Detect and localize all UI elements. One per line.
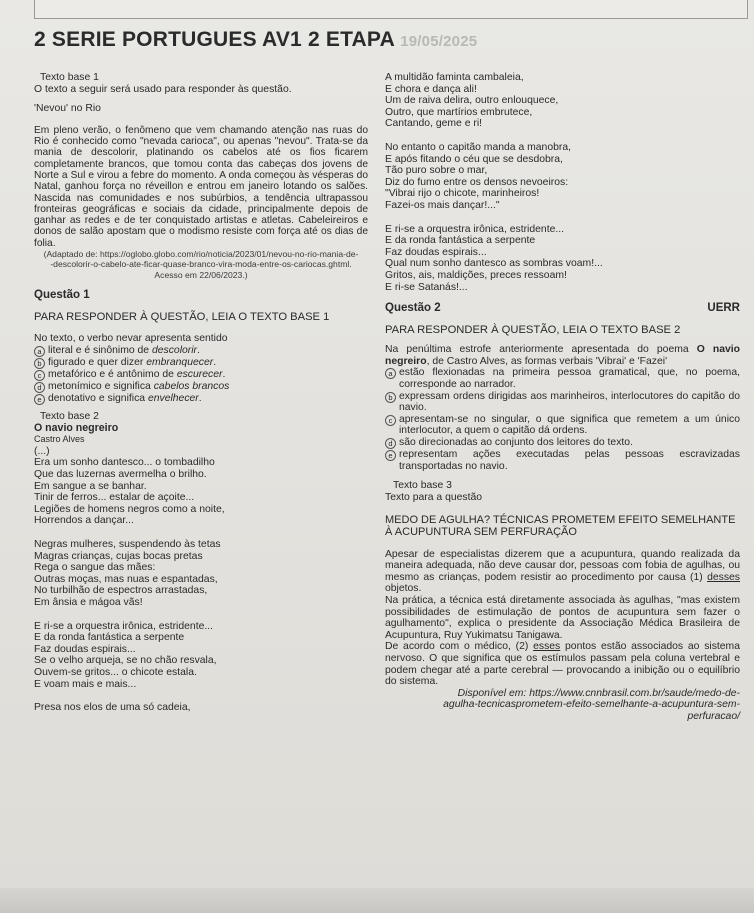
poem-line: Legiões de homens negros como a noite, bbox=[34, 503, 225, 515]
base2-title: O navio negreiro bbox=[34, 421, 119, 434]
poem-line: Outras moças, mas nuas e espantadas, bbox=[34, 573, 218, 585]
poem-stanza bbox=[34, 702, 368, 714]
q1-label: Questão 1 bbox=[34, 289, 90, 302]
base3-p1: Apesar de especialistas dizerem que a acupuntura, quando realizada da maneira adequada, não deve causar dor, pessoas com fobia de agulhas, ou mesmo as crianças, podem resistir ao procedimento por causa (1) desses objetos. bbox=[385, 548, 740, 595]
option-text: representam ações executadas pelas pessoas escravizadas transportadas no navio. bbox=[399, 449, 740, 472]
q2-instruction: PARA RESPONDER À QUESTÃO, LEIA O TEXTO BASE 2 bbox=[385, 323, 681, 336]
poem-stanza bbox=[385, 142, 740, 212]
option-letter: c bbox=[385, 415, 396, 426]
poem-line: Presa nos elos de uma só cadeia, bbox=[34, 702, 191, 714]
bottom-edge bbox=[0, 888, 754, 913]
option-letter: d bbox=[385, 438, 396, 449]
q1-options bbox=[34, 345, 368, 405]
exam-date: 19/05/2025 bbox=[400, 33, 478, 50]
poem-line: Faz doudas espirais... bbox=[34, 643, 136, 655]
option-letter: a bbox=[385, 368, 396, 379]
base1-title: 'Nevou' no Rio bbox=[34, 103, 101, 115]
q2-option bbox=[385, 391, 740, 414]
right-poem bbox=[385, 72, 740, 293]
q1-instruction: PARA RESPONDER À QUESTÃO, LEIA O TEXTO BASE 1 bbox=[34, 310, 330, 323]
q2-option bbox=[385, 437, 740, 449]
header-box bbox=[34, 0, 748, 19]
poem-line: A multidão faminta cambaleia, bbox=[385, 72, 524, 83]
poem-line: Magras crianças, cujas bocas pretas bbox=[34, 550, 203, 562]
poem-line: Diz do fumo entre os densos nevoeiros: bbox=[385, 176, 569, 188]
option-text: expressam ordens dirigidas aos marinheiros, interlocutores do capitão do navio. bbox=[399, 390, 740, 414]
option-text: estão flexionadas na primeira pessoa gramatical, que, no poema, corresponde ao narrador. bbox=[399, 367, 740, 391]
option-letter: e bbox=[34, 394, 45, 405]
base2-label: Texto base 2 bbox=[40, 411, 99, 423]
base1-source: (Adaptado de: https://oglobo.globo.com/rio/noticia/2023/01/nevou-no-rio-mania-de- -descolorir-o-cabelo-ate-ficar-quase-branco-vira-moda-entre-os-cariocas.ghtml. Acesso em 22/06/2023.) bbox=[43, 249, 359, 280]
option-letter: e bbox=[385, 450, 396, 461]
q2-stem: Na penúltima estrofe anteriormente apresentada do poema O navio negreiro, de Castro Alves, as formas verbais 'Vibrai' e 'Fazei' bbox=[385, 344, 740, 367]
q2-tag: UERR bbox=[707, 302, 740, 315]
title-text: 2 SERIE PORTUGUES AV1 2 ETAPA bbox=[34, 28, 395, 51]
left-column bbox=[34, 72, 368, 714]
poem-stanza bbox=[34, 621, 368, 691]
poem-line: Tão puro sobre o mar, bbox=[385, 165, 488, 177]
base2-author: Castro Alves bbox=[34, 434, 85, 445]
base3-source: Disponível em: https://www.cnnbrasil.com.br/saude/medo-de-agulha-tecnicasprometem-efeito-semelhante-a-acupuntura-sem-perfuracao/ bbox=[443, 687, 740, 722]
base3-p3: De acordo com o médico, (2) esses pontos estão associados ao sistema nervoso. O que significa que os estímulos passam pela coluna vertebral e podem chegar até a parte cerebral — provocando a inibição ou o equilíbrio do sistema. bbox=[385, 641, 740, 688]
poem-line: Gritos, ais, maldições, preces ressoam! bbox=[385, 269, 567, 281]
poem-line: E voam mais e mais... bbox=[34, 678, 137, 690]
poem-line: Se o velho arqueja, se no chão resvala, bbox=[34, 655, 217, 667]
poem-line: E ri-se a orquestra irônica, estridente... bbox=[34, 620, 214, 632]
q2-header bbox=[385, 303, 740, 315]
poem-line: E ri-se Satanás!... bbox=[385, 281, 468, 293]
poem-line: Qual num sonho dantesco as sombras voam!... bbox=[385, 258, 603, 270]
poem-line: Faz doudas espirais... bbox=[385, 246, 487, 258]
q1-stem: No texto, o verbo nevar apresenta sentido bbox=[34, 333, 228, 345]
base3-sub: Texto para a questão bbox=[385, 491, 483, 503]
option-letter: b bbox=[385, 392, 396, 403]
poem-stanza bbox=[385, 72, 740, 130]
option-text: figurado e quer dizer embranquecer. bbox=[48, 357, 217, 369]
poem-stanza bbox=[385, 224, 740, 294]
poem-line: Um de raiva delira, outro enlouquece, bbox=[385, 95, 559, 107]
option-text: são direcionadas ao conjunto dos leitores do texto. bbox=[399, 437, 633, 449]
poem-stanza bbox=[34, 539, 368, 609]
option-text: metonímico e significa cabelos brancos bbox=[48, 381, 230, 393]
poem-line: Em ânsia e mágoa vãs! bbox=[34, 596, 143, 608]
poem-line: E após fitando o céu que se desdobra, bbox=[385, 153, 563, 165]
left-poem bbox=[34, 446, 368, 714]
poem-line: Horrendos a dançar... bbox=[34, 515, 134, 527]
base1-label: Texto base 1 bbox=[40, 72, 99, 83]
poem-line: Ouvem-se gritos... o chicote estala. bbox=[34, 666, 197, 678]
q2-options bbox=[385, 367, 740, 472]
q1-option bbox=[34, 369, 368, 381]
q1-option bbox=[34, 393, 368, 405]
option-text: denotativo e significa envelhecer. bbox=[48, 393, 202, 405]
option-letter: c bbox=[34, 370, 45, 381]
poem-line: No turbilhão de espectros arrastadas, bbox=[34, 585, 208, 597]
q2-option bbox=[385, 414, 740, 437]
poem-line: No entanto o capitão manda a manobra, bbox=[385, 141, 572, 153]
poem-line: (...) bbox=[34, 445, 50, 457]
q1-option bbox=[34, 345, 368, 357]
poem-line: E chora e dança ali! bbox=[385, 83, 477, 95]
option-text: apresentam-se no singular, o que significa que remetem a um único interlocutor, a quem o capitão dá ordens. bbox=[399, 413, 740, 437]
option-letter: b bbox=[34, 358, 45, 369]
poem-line: Era um sonho dantesco... o tombadilho bbox=[34, 457, 215, 469]
poem-line: Outro, que martírios embrutece, bbox=[385, 106, 533, 118]
base3-p2: Na prática, a técnica está diretamente associada às agulhas, "mas existem possibilidades de estimulação de pontos de acupuntura sem fazer o agulhamento", explica o presidente da Associação Médica Brasileira de Acupuntura, Ruy Yukimatsu Tanigawa. bbox=[385, 594, 740, 641]
q2-option bbox=[385, 367, 740, 390]
q2-label: Questão 2 bbox=[385, 302, 441, 315]
poem-line: E da ronda fantástica a serpente bbox=[34, 632, 185, 644]
poem-stanza bbox=[34, 446, 368, 527]
q2-option bbox=[385, 449, 740, 472]
q1-option bbox=[34, 357, 368, 369]
option-text: literal e é sinônimo de descolorir. bbox=[48, 345, 200, 357]
base1-intro: O texto a seguir será usado para responder às questão. bbox=[34, 83, 292, 95]
base1-body: Em pleno verão, o fenômeno que vem chamando atenção nas ruas do Rio é conhecido como "nevada carioca", ou apenas "nevou". Trata-se da mania de descolorir, platinando os cabelos até os fios ficarem completamente brancos, que tomou conta das cabeças dos jovens de Norte a Sul e virou a febre do momento. A onda começou às vésperas do Natal, ganhou força no réveillon e entrou em janeiro lotando os salões. Nascida nas comunidades e nos subúrbios, a tendência ultrapassou fronteiras geográficas e sociais da cidade, principalmente depois de ganhar as redes e de ter conquistado artistas e atletas. Cabeleireiros e donos de salão apostam que o modismo resiste com força até os dias de folia. bbox=[34, 124, 368, 249]
poem-line: "Vibrai rijo o chicote, marinheiros! bbox=[385, 188, 540, 200]
poem-line: Negras mulheres, suspendendo às tetas bbox=[34, 538, 221, 550]
option-letter: a bbox=[34, 346, 45, 357]
poem-line: Fazei-os mais dançar!..." bbox=[385, 199, 500, 211]
poem-line: E ri-se a orquestra irônica, estridente... bbox=[385, 223, 565, 235]
poem-line: Que das luzernas avermelha o brilho. bbox=[34, 469, 207, 481]
base3-label: Texto base 3 bbox=[393, 480, 452, 492]
option-text: metafórico e é antônimo de escurecer. bbox=[48, 369, 226, 381]
poem-line: Tinir de ferros... estalar de açoite... bbox=[34, 492, 195, 504]
base3-headline: MEDO DE AGULHA? TÉCNICAS PROMETEM EFEITO SEMELHANTE À ACUPUNTURA SEM PERFURAÇÃO bbox=[385, 514, 736, 538]
right-column bbox=[385, 72, 740, 723]
q1-option bbox=[34, 381, 368, 393]
poem-line: Rega o sangue das mães: bbox=[34, 562, 156, 574]
option-letter: d bbox=[34, 382, 45, 393]
poem-line: Cantando, geme e ri! bbox=[385, 118, 483, 130]
poem-line: E da ronda fantástica a serpente bbox=[385, 235, 536, 247]
exam-title bbox=[34, 28, 477, 52]
poem-line: Em sangue a se banhar. bbox=[34, 480, 147, 492]
